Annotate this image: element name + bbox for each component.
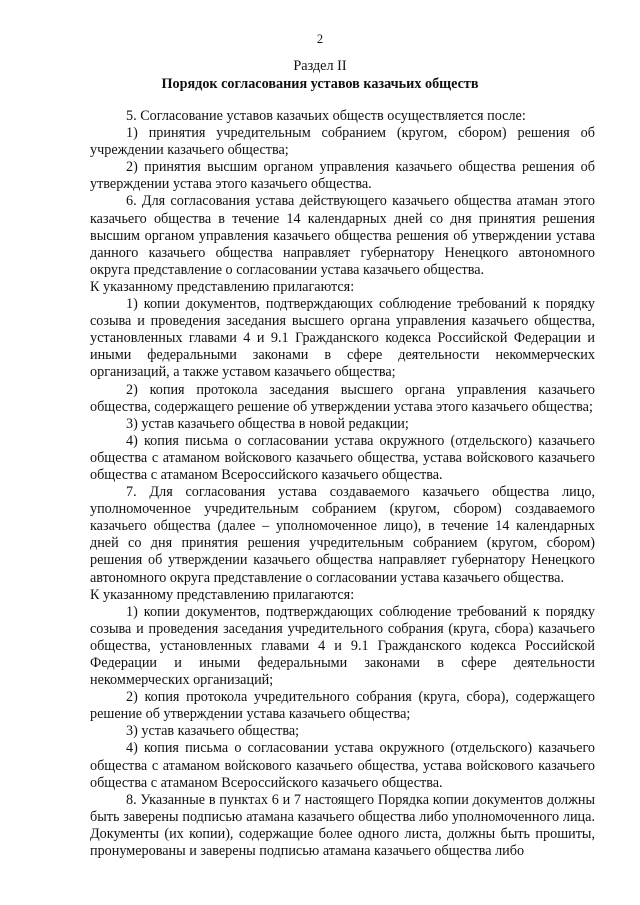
paragraph-8: 8. Указанные в пунктах 6 и 7 настоящего Порядка копии документов должны быть заверены подписью атамана казачьего общества либо уполномоченного лица. Документы (их копии), содержащие более одного листа, должны быть прошиты, пронумерованы и заверены подписью атамана казачьего общества либо xyxy=(90,791,595,860)
page-number: 2 xyxy=(316,32,324,46)
section-title: Порядок согласования уставов казачьих обществ xyxy=(161,76,479,92)
paragraph-7-attachments-intro: К указанному представлению прилагаются: xyxy=(90,586,355,603)
document-body xyxy=(90,108,595,860)
paragraph-6-item-4: 4) копия письма о согласовании устава окружного (отдельского) казачьего общества с атаманом войскового казачьего общества, устава войскового казачьего общества с атаманом Всероссийского казачьего общества. xyxy=(90,432,595,483)
paragraph-7-item-1: 1) копии документов, подтверждающих соблюдение требований к порядку созыва и проведения заседания учредительного собрания (круга, сбора) казачьего общества, установленных главами 4 и 9.1 Гражданского кодекса Российской Федерации и иными федеральными законами в сфере деятельности некоммерческих организаций; xyxy=(90,603,595,689)
paragraph-6-attachments-intro: К указанному представлению прилагаются: xyxy=(90,278,355,295)
paragraph-5-item-1: 1) принятия учредительным собранием (кругом, сбором) решения об учреждении казачьего общества; xyxy=(90,125,595,159)
paragraph-7: 7. Для согласования устава создаваемого казачьего общества лицо, уполномоченное учредительным собранием (кругом, сбором) создаваемого казачьего общества (далее – уполномоченное лицо), в течение 14 календарных дней со дня принятия решения учредительным собранием (кругом, сбором) решения об утверждении казачьего общества направляет губернатору Ненецкого автономного округа представление о согласовании устава казачьего общества. xyxy=(90,484,595,586)
paragraph-6-item-3: 3) устав казачьего общества в новой редакции; xyxy=(126,415,409,432)
paragraph-5: 5. Согласование уставов казачьих обществ осуществляется после: xyxy=(126,108,526,124)
section-label: Раздел II xyxy=(293,58,347,74)
paragraph-7-item-4: 4) копия письма о согласовании устава окружного (отдельского) казачьего общества с атаманом войскового казачьего общества, устава войскового казачьего общества с атаманом Всероссийского казачьего общества. xyxy=(90,740,595,791)
paragraph-6: 6. Для согласования устава действующего казачьего общества атаман этого казачьего общества в течение 14 календарных дней со дня принятия решения высшим органом управления казачьего общества решения об утверждении устава данного казачьего общества направляет губернатору Ненецкого автономного округа представление о согласовании устава казачьего общества. xyxy=(90,193,595,278)
paragraph-7-item-2: 2) копия протокола учредительного собрания (круга, сбора), содержащего решение об утверждении устава казачьего общества; xyxy=(90,689,595,723)
paragraph-7-item-3: 3) устав казачьего общества; xyxy=(126,723,300,740)
paragraph-6-item-1: 1) копии документов, подтверждающих соблюдение требований к порядку созыва и проведения заседания высшего органа управления казачьего общества, установленных главами 4 и 9.1 Гражданского кодекса Российской Федерации и иными федеральными законами в сфере деятельности некоммерческих организаций, а также уставом казачьего общества; xyxy=(90,296,595,381)
paragraph-5-item-2: 2) принятия высшим органом управления казачьего общества решения об утверждении устава этого казачьего общества. xyxy=(90,159,595,193)
paragraph-6-item-2: 2) копия протокола заседания высшего органа управления казачьего общества, содержащего решение об утверждении устава этого казачьего общества; xyxy=(90,381,595,415)
